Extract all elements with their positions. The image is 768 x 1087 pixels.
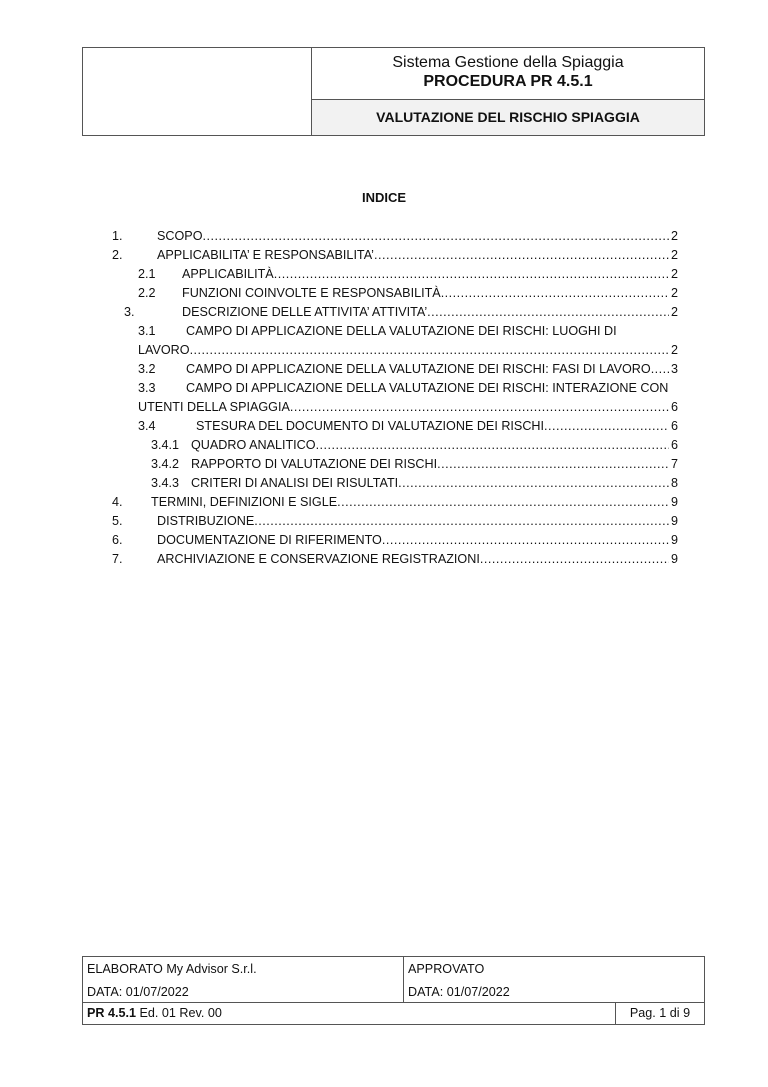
toc-leader [382,531,669,550]
toc-number: 1. [112,229,123,243]
toc-text: ARCHIVIAZIONE E CONSERVAZIONE REGISTRAZIONI [157,552,480,566]
toc-leader [437,455,669,474]
toc-leader [316,436,669,455]
toc-number: 2.1 [138,267,156,281]
toc-number: 5. [112,514,123,528]
toc-page: 2 [670,248,678,262]
toc-page: 7 [670,457,678,471]
toc-leader [374,246,669,265]
doc-revision-cell [83,1003,616,1024]
toc-number: 3.4.3 [151,476,180,490]
approved-label: APPROVATO [408,962,485,976]
toc-page: 8 [670,476,678,490]
toc-text: CAMPO DI APPLICAZIONE DELLA VALUTAZIONE DEI RISCHI: INTERAZIONE CON [186,381,669,395]
index-title: INDICE [361,190,407,205]
toc-text: STESURA DEL DOCUMENTO DI VALUTAZIONE DEI RISCHI [196,419,545,433]
toc-number: 3.4.2 [151,457,180,471]
toc-text: CAMPO DI APPLICAZIONE DELLA VALUTAZIONE DEI RISCHI: LUOGHI DI [186,324,617,338]
toc-number: 6. [112,533,123,547]
page-number: Pag. 1 di 9 [629,1006,691,1020]
toc-page: 9 [670,552,678,566]
toc-number: 3.3 [138,381,156,395]
toc-text: SCOPO [157,229,203,243]
toc-number: 3.1 [138,324,156,338]
toc-leader [441,284,669,303]
prepared-date: DATA: 01/07/2022 [87,985,189,999]
procedure-code: PROCEDURA PR 4.5.1 [423,73,593,90]
approved-cell [404,957,704,1003]
toc-page: 3 [670,362,678,376]
toc-page: 6 [670,419,678,433]
toc-number: 3.2 [138,362,156,376]
toc-leader [651,360,669,379]
toc-number: 4. [112,495,123,509]
system-cell [312,48,704,100]
prepared-by: ELABORATO My Advisor S.r.l. [87,962,257,976]
toc-text: DOCUMENTAZIONE DI RIFERIMENTO [157,533,382,547]
document-header [82,47,705,136]
toc-page: 9 [670,495,678,509]
toc-number: 3.4 [138,419,156,433]
logo-cell [83,48,312,135]
toc-page: 6 [670,400,678,414]
doc-code: PR 4.5.1 [87,1006,137,1020]
toc-text: QUADRO ANALITICO [191,438,316,452]
toc-page: 2 [670,267,678,281]
toc-leader [337,493,669,512]
toc-number: 3. [124,305,135,319]
toc-leader [274,265,669,284]
toc-leader [290,398,669,417]
toc-text: FUNZIONI COINVOLTE E RESPONSABILITÀ [182,286,441,300]
approved-date: DATA: 01/07/2022 [408,985,510,999]
toc-leader [480,550,669,569]
toc-text: UTENTI DELLA SPIAGGIA [138,400,290,414]
toc-page: 2 [670,305,678,319]
edition: Ed. 01 Rev. 00 [139,1006,222,1020]
toc-leader [190,341,669,360]
toc-text: CAMPO DI APPLICAZIONE DELLA VALUTAZIONE DEI RISCHI: FASI DI LAVORO [186,362,651,376]
toc-leader [203,227,669,246]
toc-page: 9 [670,533,678,547]
toc-page: 2 [670,286,678,300]
toc-leader [254,512,669,531]
toc-leader [427,303,669,322]
toc-page: 2 [670,343,678,357]
system-name: Sistema Gestione della Spiaggia [392,54,624,71]
toc-number: 2. [112,248,123,262]
toc-text: CRITERI DI ANALISI DEI RISULTATI [191,476,399,490]
document-title: VALUTAZIONE DEL RISCHIO SPIAGGIA [312,100,704,135]
toc-text: DISTRIBUZIONE [157,514,255,528]
toc-page: 9 [670,514,678,528]
toc-text: TERMINI, DEFINIZIONI E SIGLE [151,495,338,509]
toc-text: DESCRIZIONE DELLE ATTIVITA’ ATTIVITA’ [182,305,428,319]
toc-number: 3.4.1 [151,438,180,452]
toc-leader [544,417,669,436]
prepared-cell [83,957,404,1003]
toc-text: LAVORO [138,343,190,357]
toc-text: RAPPORTO DI VALUTAZIONE DEI RISCHI [191,457,438,471]
toc-page: 2 [670,229,678,243]
toc-text: APPLICABILITÀ [182,267,274,281]
document-footer [82,956,705,1025]
toc-number: 2.2 [138,286,156,300]
toc-number: 7. [112,552,123,566]
toc-page: 6 [670,438,678,452]
toc-text: APPLICABILITA’ E RESPONSABILITA’ [157,248,374,262]
toc-leader [398,474,669,493]
